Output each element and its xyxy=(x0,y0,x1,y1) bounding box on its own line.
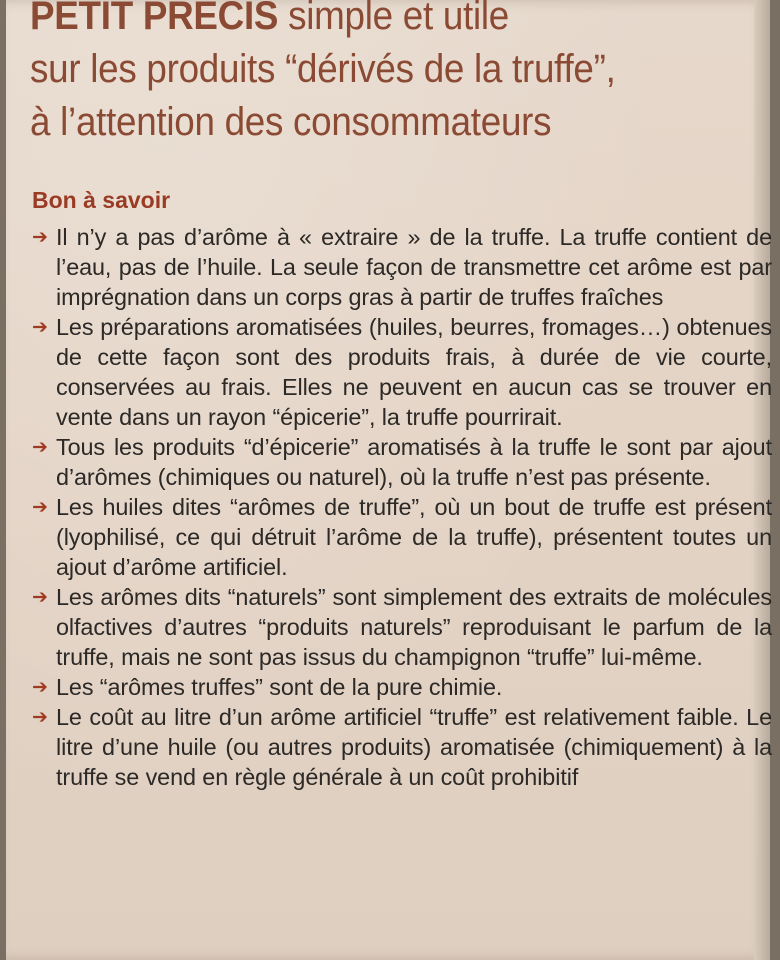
right-arrow-icon: ➔ xyxy=(32,316,48,338)
bullet-list xyxy=(32,222,772,792)
title-line-1 xyxy=(30,0,711,43)
right-arrow-icon: ➔ xyxy=(32,706,48,728)
right-arrow-icon: ➔ xyxy=(32,676,48,698)
bullet-item xyxy=(32,582,772,672)
title-line-3: à l’attention des consommateurs xyxy=(30,100,552,144)
title-line-1-rest: simple et utile xyxy=(278,0,510,38)
section-heading: Bon à savoir xyxy=(32,187,171,213)
bullet-text: Les huiles dites “arômes de truffe”, où un bout de truffe est présent (lyophilisé, ce qui détruit l’arôme de la truffe), présentent toutes un ajout d’arôme artificiel. xyxy=(56,494,772,580)
right-arrow-icon: ➔ xyxy=(32,226,48,248)
bullet-text: Le coût au litre d’un arôme artificiel “truffe” est relativement faible. Le litre d’une huile (ou autres produits) aromatisée (chimiquement) à la truffe se vend en règle générale à un coût prohibitif xyxy=(56,704,772,790)
document-page xyxy=(6,0,770,960)
bullet-item xyxy=(32,312,772,432)
right-arrow-icon: ➔ xyxy=(32,586,48,608)
bullet-text: Les arômes dits “naturels” sont simplement des extraits de molécules olfactives d’autres “produits naturels” reproduisant le parfum de la truffe, mais ne sont pas issus du champignon “truffe” lui-même. xyxy=(56,584,772,670)
bullet-text: Les “arômes truffes” sont de la pure chimie. xyxy=(56,674,503,700)
title-bold-part: PETIT PRECIS xyxy=(30,0,279,38)
bullet-text: Il n’y a pas d’arôme à « extraire » de la truffe. La truffe contient de l’eau, pas de l’huile. La seule façon de transmettre cet arôme est par imprégnation dans un corps gras à partir de truffes fraîches xyxy=(56,224,772,310)
right-arrow-icon: ➔ xyxy=(32,436,48,458)
title-line-2: sur les produits “dérivés de la truffe”, xyxy=(30,47,616,91)
bullet-text: Les préparations aromatisées (huiles, beurres, fromages…) obtenues de cette façon sont des produits frais, à durée de vie courte, conservées au frais. Elles ne peuvent en aucun cas se trouver en vente dans un rayon “épicerie”, la truffe pourrirait. xyxy=(56,314,772,430)
right-arrow-icon: ➔ xyxy=(32,496,48,518)
bullet-text: Tous les produits “d’épicerie” aromatisés à la truffe le sont par ajout d’arômes (chimiques ou naturel), où la truffe n’est pas présente. xyxy=(56,434,772,490)
bullet-item xyxy=(32,432,772,492)
document-title xyxy=(30,0,711,149)
bullet-item xyxy=(32,222,772,312)
bullet-item xyxy=(32,702,772,792)
bullet-item xyxy=(32,672,772,702)
bullet-item xyxy=(32,492,772,582)
